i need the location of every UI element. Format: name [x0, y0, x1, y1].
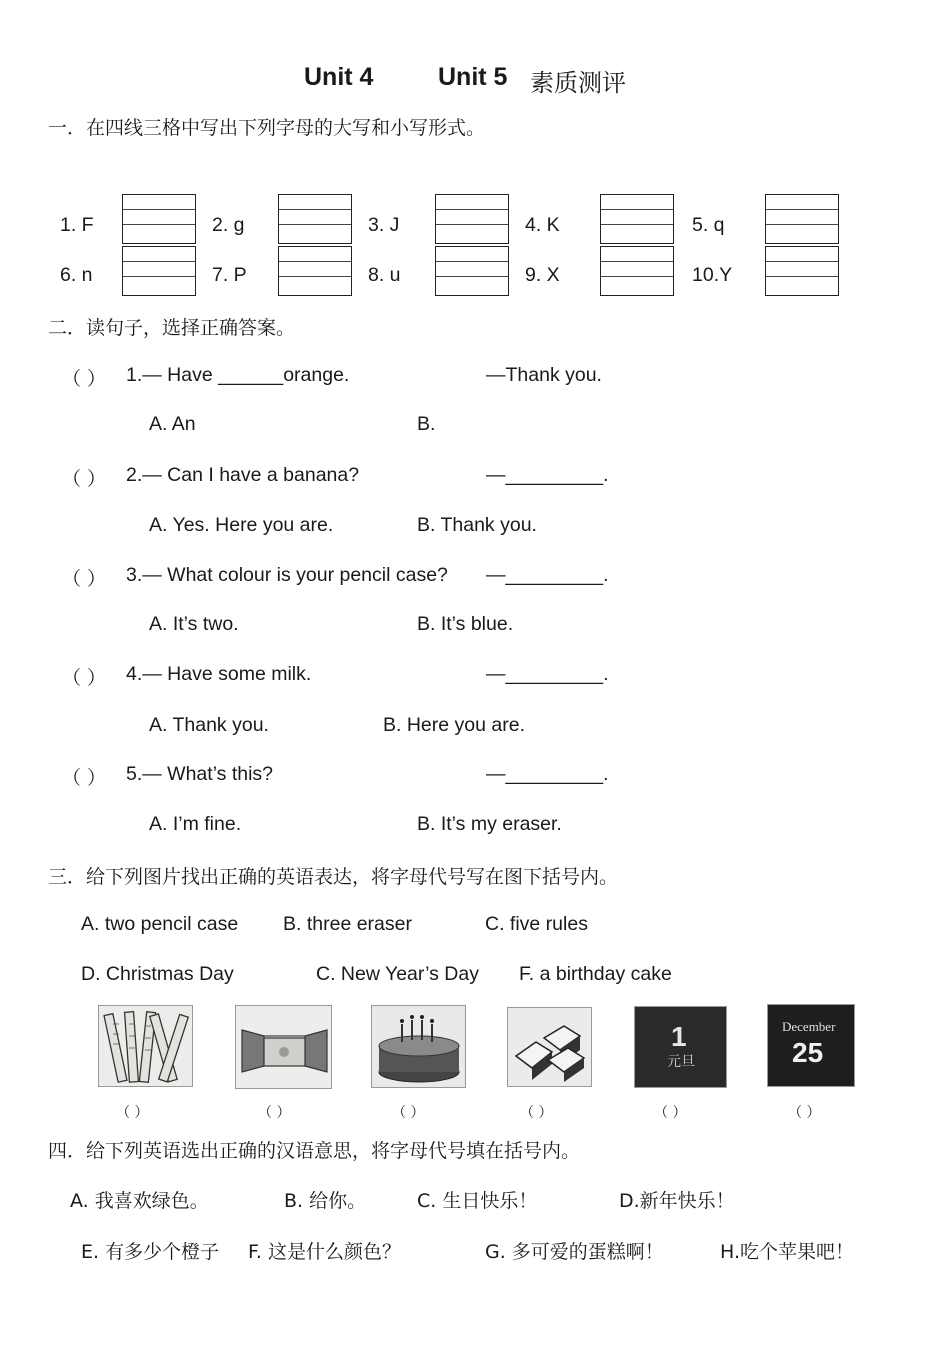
- birthday-cake-icon: [372, 1006, 466, 1088]
- option-3a: A. It’s two.: [149, 613, 239, 635]
- calendar-day: 25: [792, 1037, 824, 1068]
- expr-option-b: B. three eraser: [283, 913, 412, 935]
- title-cn: 素质测评: [530, 69, 626, 97]
- pencil-case-icon: [236, 1006, 332, 1089]
- answer-paren-q4[interactable]: （ ）: [62, 667, 107, 689]
- question-2: 2.— Can I have a banana?: [126, 464, 360, 486]
- letter-9: 9. X: [525, 264, 560, 286]
- writing-grid-8[interactable]: [435, 246, 509, 296]
- erasers-picture: [507, 1007, 592, 1087]
- section1-heading: 一．在四线三格中写出下列字母的大写和小写形式。: [48, 117, 486, 139]
- calendar-month: December: [782, 1019, 836, 1034]
- expr-option-e: C. New Year’s Day: [316, 963, 479, 985]
- meaning-option-b: B. 给你。: [284, 1190, 367, 1212]
- rulers-icon: [99, 1006, 193, 1087]
- reply-3: —_________.: [486, 564, 609, 586]
- reply-1: —Thank you.: [486, 364, 602, 386]
- option-5b: B. It’s my eraser.: [417, 813, 562, 835]
- meaning-option-f: F. 这是什么颜色？: [248, 1241, 401, 1263]
- expr-option-f: F. a birthday cake: [519, 963, 672, 985]
- option-1a: A. An: [149, 413, 196, 435]
- erasers-icon: [508, 1008, 592, 1087]
- option-1b: B.: [417, 413, 436, 435]
- reply-5: —_________.: [486, 763, 609, 785]
- option-5a: A. I’m fine.: [149, 813, 242, 835]
- expr-option-a: A. two pencil case: [81, 913, 239, 935]
- letter-10: 10.Y: [692, 264, 733, 286]
- pencil-case-picture: [235, 1005, 332, 1089]
- reply-4: —_________.: [486, 663, 609, 685]
- option-4b: B. Here you are.: [383, 714, 525, 736]
- letter-2: 2. g: [212, 214, 245, 236]
- letter-6: 6. n: [60, 264, 93, 286]
- meaning-option-d: D.新年快乐！: [619, 1190, 735, 1212]
- option-4a: A. Thank you.: [149, 714, 269, 736]
- letter-3: 3. J: [368, 214, 400, 236]
- meaning-option-g: G. 多可爱的蛋糕啊！: [485, 1241, 664, 1263]
- writing-grid-7[interactable]: [278, 246, 352, 296]
- picture-paren-4[interactable]: （ ）: [520, 1105, 553, 1121]
- letter-1: 1. F: [60, 214, 94, 236]
- meaning-option-c: C. 生日快乐！: [417, 1190, 538, 1212]
- writing-grid-6[interactable]: [122, 246, 196, 296]
- title-unit4: Unit 4: [304, 63, 374, 91]
- expr-option-c: C. five rules: [485, 913, 588, 935]
- picture-paren-3[interactable]: （ ）: [392, 1105, 425, 1121]
- picture-paren-6[interactable]: （ ）: [788, 1105, 821, 1121]
- question-3: 3.— What colour is your pencil case?: [126, 564, 448, 586]
- writing-grid-9[interactable]: [600, 246, 674, 296]
- option-3b: B. It’s blue.: [417, 613, 514, 635]
- reply-2: —_________.: [486, 464, 609, 486]
- writing-grid-5[interactable]: [765, 194, 839, 244]
- answer-paren-q1[interactable]: （ ）: [62, 368, 107, 390]
- question-5: 5.— What’s this?: [126, 763, 274, 785]
- birthday-cake-picture: [371, 1005, 466, 1088]
- section2-heading: 二．读句子，选择正确答案。: [48, 317, 296, 339]
- letter-5: 5. q: [692, 214, 725, 236]
- meaning-option-e: E. 有多少个橙子: [81, 1241, 220, 1263]
- option-2b: B. Thank you.: [417, 514, 537, 536]
- calendar-day-number: 1: [671, 1021, 687, 1052]
- expr-option-d: D. Christmas Day: [81, 963, 234, 985]
- rulers-picture: [98, 1005, 193, 1087]
- option-2a: A. Yes. Here you are.: [149, 514, 334, 536]
- letter-4: 4. K: [525, 214, 560, 236]
- picture-paren-5[interactable]: （ ）: [654, 1105, 687, 1121]
- picture-paren-1[interactable]: （ ）: [116, 1105, 149, 1121]
- letter-7: 7. P: [212, 264, 247, 286]
- writing-grid-4[interactable]: [600, 194, 674, 244]
- picture-paren-2[interactable]: （ ）: [258, 1105, 291, 1121]
- writing-grid-1[interactable]: [122, 194, 196, 244]
- letter-8: 8. u: [368, 264, 401, 286]
- christmas-calendar-picture: [767, 1004, 855, 1087]
- question-1: 1.— Have ______orange.: [126, 364, 350, 386]
- section3-heading: 三．给下列图片找出正确的英语表达，将字母代号写在图下括号内。: [48, 866, 619, 888]
- calendar-holiday-label: 元旦: [667, 1054, 695, 1070]
- section4-heading: 四．给下列英语选出正确的汉语意思，将字母代号填在括号内。: [48, 1140, 581, 1162]
- new-year-calendar-picture: [634, 1006, 727, 1088]
- question-4: 4.— Have some milk.: [126, 663, 312, 685]
- writing-grid-2[interactable]: [278, 194, 352, 244]
- answer-paren-q5[interactable]: （ ）: [62, 767, 107, 789]
- meaning-option-a: A. 我喜欢绿色。: [70, 1190, 209, 1212]
- answer-paren-q3[interactable]: （ ）: [62, 568, 107, 590]
- title-unit5: Unit 5: [438, 63, 508, 91]
- answer-paren-q2[interactable]: （ ）: [62, 468, 107, 490]
- meaning-option-h: H.吃个苹果吧！: [720, 1241, 854, 1263]
- writing-grid-3[interactable]: [435, 194, 509, 244]
- writing-grid-10[interactable]: [765, 246, 839, 296]
